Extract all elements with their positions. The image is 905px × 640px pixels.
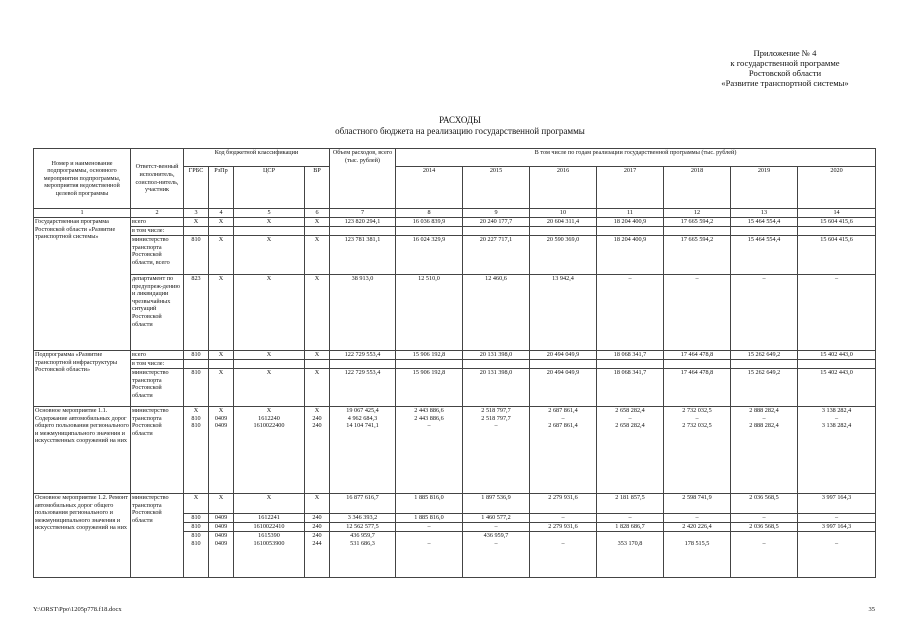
year-cell: – [731, 514, 798, 523]
year-cell: 3 997 164,3 [798, 523, 876, 532]
rzpr-cell: 0409 [209, 523, 234, 532]
table-row [34, 360, 876, 369]
executor-cell: всего [131, 218, 184, 227]
year-cell: 18 068 341,7 [597, 351, 664, 360]
year-cell: 15 402 443,0 [798, 369, 876, 407]
year-cell: 1 460 577,2 [463, 514, 530, 523]
table-row [34, 351, 876, 360]
year-cell: 12 510,0 [396, 275, 463, 351]
executor-cell: министерство транспорта Ростовской области [131, 369, 184, 407]
header-budget-code: Код бюджетной классификации [184, 149, 330, 167]
header-year: 2019 [731, 167, 798, 209]
year-cell: – [798, 514, 876, 523]
volume-cell: 123 781 381,1 [330, 236, 396, 275]
header-year: 2018 [664, 167, 731, 209]
header-grbs: ГРБС [184, 167, 209, 209]
csr-cell: X [234, 236, 305, 275]
year-cell: 3 138 282,4 – 3 138 282,4 [798, 407, 876, 494]
year-cell: – [530, 514, 597, 523]
column-number: 1 [34, 209, 131, 218]
grbs-cell: 823 [184, 275, 209, 351]
year-cell: 1 897 536,9 [463, 494, 530, 514]
volume-cell: 122 729 553,4 [330, 351, 396, 360]
volume-cell: 16 877 616,7 [330, 494, 396, 514]
header-year: 2014 [396, 167, 463, 209]
header-rzpr: РзПр [209, 167, 234, 209]
column-number: 8 [396, 209, 463, 218]
activity-name: Основное мероприятие 1.1. Содержание автомобильных дорог общего пользования регионального и межмуниципального значения и искусственных сооружений на них [34, 407, 131, 494]
table-row [34, 407, 876, 494]
table-row [34, 275, 876, 351]
column-number: 9 [463, 209, 530, 218]
volume-cell: 12 562 577,5 [330, 523, 396, 532]
year-cell: – [597, 275, 664, 351]
vr-cell: 240 [305, 514, 330, 523]
table-row [34, 218, 876, 227]
program-name: Государственная программа Ростовской области «Развитие транспортной системы» [34, 218, 131, 351]
year-cell: 15 604 415,6 [798, 218, 876, 227]
year-cell: – [731, 532, 798, 578]
column-number: 12 [664, 209, 731, 218]
volume-cell: 3 346 393,2 [330, 514, 396, 523]
year-cell: 16 024 329,9 [396, 236, 463, 275]
year-cell: 2 420 226,4 [664, 523, 731, 532]
csr-cell: X [234, 369, 305, 407]
rzpr-cell: 0409 0409 [209, 532, 234, 578]
column-number: 5 [234, 209, 305, 218]
year-cell: 2 036 568,5 [731, 494, 798, 514]
year-cell: 436 959,7 – [463, 532, 530, 578]
document-title [250, 115, 670, 137]
year-cell: 20 131 398,0 [463, 351, 530, 360]
column-number: 6 [305, 209, 330, 218]
footer-file-path: Y:\ORST\Ppo\1205p778.f18.docx [33, 606, 122, 613]
year-cell: 2 598 741,9 [664, 494, 731, 514]
column-number: 2 [131, 209, 184, 218]
volume-cell: 38 913,0 [330, 275, 396, 351]
subprogram-name: Подпрограмма «Развитие транспортной инфраструктуры Ростовской области» [34, 351, 131, 407]
grbs-cell: 810 [184, 351, 209, 360]
rzpr-cell: X [209, 494, 234, 514]
table-row [34, 236, 876, 275]
year-cell: 15 906 192,8 [396, 369, 463, 407]
csr-cell: X [234, 218, 305, 227]
appendix-header [690, 48, 880, 88]
year-cell: 2 658 282,4 – 2 658 282,4 [597, 407, 664, 494]
year-cell: 178 515,5 [664, 532, 731, 578]
rzpr-cell: X [209, 369, 234, 407]
column-number: 14 [798, 209, 876, 218]
rzpr-cell: X [209, 236, 234, 275]
grbs-cell: 810 [184, 369, 209, 407]
title-main: РАСХОДЫ [439, 115, 481, 125]
csr-cell: X [234, 351, 305, 360]
year-cell: 12 460,6 [463, 275, 530, 351]
year-cell: 20 604 311,4 [530, 218, 597, 227]
column-number: 4 [209, 209, 234, 218]
csr-cell: 1610022410 [234, 523, 305, 532]
year-cell: 2 443 886,6 2 443 886,6 – [396, 407, 463, 494]
column-number-row [34, 209, 876, 218]
header-years: В том числе по годам реализации государственной программы (тыс. рублей) [396, 149, 876, 167]
executor-cell: всего [131, 351, 184, 360]
year-cell: 1 828 686,7 [597, 523, 664, 532]
rzpr-cell: 0409 [209, 514, 234, 523]
year-cell: 18 204 400,9 [597, 218, 664, 227]
year-cell: 15 604 415,6 [798, 236, 876, 275]
volume-cell: 19 067 425,4 4 962 684,3 14 104 741,1 [330, 407, 396, 494]
vr-cell: X [305, 236, 330, 275]
year-cell: – [530, 532, 597, 578]
year-cell: 2 036 568,5 [731, 523, 798, 532]
year-cell: – [798, 275, 876, 351]
year-cell: 3 997 164,3 [798, 494, 876, 514]
vr-cell: X [305, 351, 330, 360]
csr-cell: 1612241 [234, 514, 305, 523]
year-cell: 2 181 857,5 [597, 494, 664, 514]
rzpr-cell: X 0409 0409 [209, 407, 234, 494]
vr-cell: X [305, 369, 330, 407]
volume-cell: 123 820 294,1 [330, 218, 396, 227]
vr-cell: 240 [305, 523, 330, 532]
header-volume: Объем расходов, всего (тыс. рублей) [330, 149, 396, 209]
column-number: 11 [597, 209, 664, 218]
column-number: 7 [330, 209, 396, 218]
header-csr: ЦСР [234, 167, 305, 209]
rzpr-cell: X [209, 275, 234, 351]
year-cell: – [664, 514, 731, 523]
year-cell: 2 518 797,7 2 518 797,7 – [463, 407, 530, 494]
table-row [34, 494, 876, 514]
year-cell: 17 464 478,8 [664, 369, 731, 407]
year-cell: – [463, 523, 530, 532]
year-cell: 15 262 649,2 [731, 369, 798, 407]
grbs-cell: 810 810 [184, 532, 209, 578]
rzpr-cell: X [209, 218, 234, 227]
executor-cell: в том числе: [131, 227, 184, 236]
column-number: 3 [184, 209, 209, 218]
column-number: 13 [731, 209, 798, 218]
expenses-table [33, 148, 876, 578]
year-cell: 17 665 594,2 [664, 236, 731, 275]
year-cell: – [664, 275, 731, 351]
title-sub: областного бюджета на реализацию государственной программы [335, 126, 585, 136]
header-year: 2020 [798, 167, 876, 209]
vr-cell: X [305, 494, 330, 514]
executor-cell: министерство транспорта Ростовской области [131, 494, 184, 578]
year-cell: 15 402 443,0 [798, 351, 876, 360]
year-cell: 1 885 816,0 [396, 494, 463, 514]
rzpr-cell: X [209, 351, 234, 360]
volume-cell: 436 959,7 531 686,3 [330, 532, 396, 578]
year-cell: 353 170,8 [597, 532, 664, 578]
year-cell: – [731, 275, 798, 351]
appendix-line: «Развитие транспортной системы» [721, 78, 849, 88]
year-cell: 18 204 400,9 [597, 236, 664, 275]
header-vr: ВР [305, 167, 330, 209]
year-cell: 16 036 839,9 [396, 218, 463, 227]
appendix-line: к государственной программе [730, 58, 840, 68]
vr-cell: 240 244 [305, 532, 330, 578]
year-cell: 13 942,4 [530, 275, 597, 351]
year-cell: 15 262 649,2 [731, 351, 798, 360]
year-cell: 20 590 369,0 [530, 236, 597, 275]
column-number: 10 [530, 209, 597, 218]
header-name: Номер и наименование подпрограммы, основного мероприятия подпрограммы, мероприятия ведомственной целевой программы [34, 149, 131, 209]
header-year: 2017 [597, 167, 664, 209]
year-cell: 15 464 554,4 [731, 218, 798, 227]
executor-cell: министерство транспорта Ростовской области [131, 407, 184, 494]
year-cell: 15 906 192,8 [396, 351, 463, 360]
grbs-cell: X 810 810 [184, 407, 209, 494]
year-cell: 2 888 282,4 – 2 888 282,4 [731, 407, 798, 494]
year-cell: 17 464 478,8 [664, 351, 731, 360]
page-number: 35 [868, 606, 875, 613]
executor-cell: министерство транспорта Ростовской области, всего [131, 236, 184, 275]
table-row [34, 227, 876, 236]
year-cell: 2 279 931,6 [530, 523, 597, 532]
year-cell: 17 665 594,2 [664, 218, 731, 227]
grbs-cell: X [184, 218, 209, 227]
csr-cell: X [234, 275, 305, 351]
grbs-cell: 810 [184, 236, 209, 275]
year-cell: 2 687 861,4 – 2 687 861,4 [530, 407, 597, 494]
header-year: 2016 [530, 167, 597, 209]
year-cell: 20 240 177,7 [463, 218, 530, 227]
year-cell: – [396, 532, 463, 578]
year-cell: 18 068 341,7 [597, 369, 664, 407]
vr-cell: X 240 240 [305, 407, 330, 494]
grbs-cell: 810 [184, 514, 209, 523]
year-cell: – [798, 532, 876, 578]
appendix-line: Ростовской области [748, 68, 822, 78]
year-cell: – [396, 523, 463, 532]
year-cell: 2 732 032,5 – 2 732 032,5 [664, 407, 731, 494]
activity-name: Основное мероприятие 1.2. Ремонт автомобильных дорог общего пользования регионального и межмуниципального значения и искусственных сооружений на них [34, 494, 131, 578]
csr-cell: 1615390 1610053900 [234, 532, 305, 578]
year-cell: 1 885 816,0 [396, 514, 463, 523]
year-cell: 15 464 554,4 [731, 236, 798, 275]
year-cell: 20 494 049,9 [530, 351, 597, 360]
year-cell: 20 227 717,1 [463, 236, 530, 275]
grbs-cell: 810 [184, 523, 209, 532]
executor-cell: департамент по предупреж-дению и ликвидации чрезвычайных ситуаций Ростовской области [131, 275, 184, 351]
year-cell: 20 494 049,9 [530, 369, 597, 407]
header-executor: Ответст-венный исполнитель, соиспол-нитель, участник [131, 149, 184, 209]
vr-cell: X [305, 275, 330, 351]
appendix-line: Приложение № 4 [753, 48, 817, 58]
header-year: 2015 [463, 167, 530, 209]
csr-cell: X [234, 494, 305, 514]
executor-cell: в том числе: [131, 360, 184, 369]
vr-cell: X [305, 218, 330, 227]
table-row [34, 369, 876, 407]
grbs-cell: X [184, 494, 209, 514]
volume-cell: 122 729 553,4 [330, 369, 396, 407]
year-cell: – [597, 514, 664, 523]
year-cell: 20 131 398,0 [463, 369, 530, 407]
year-cell: 2 279 931,6 [530, 494, 597, 514]
csr-cell: X 1612240 1610022400 [234, 407, 305, 494]
